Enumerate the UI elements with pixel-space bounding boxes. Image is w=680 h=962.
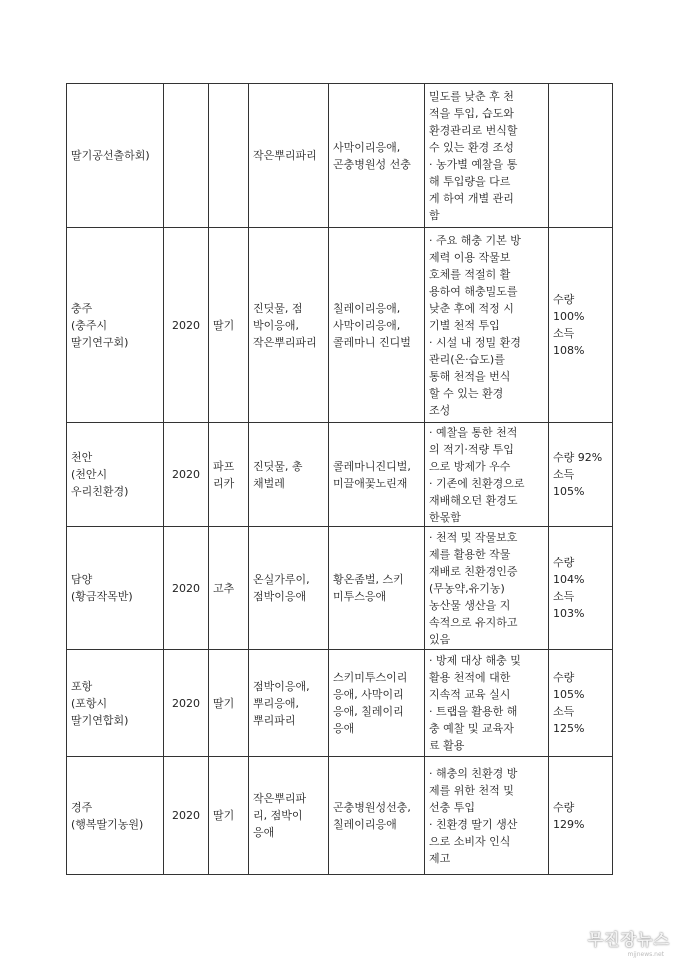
region-line: (행복딸기농원) bbox=[71, 817, 144, 831]
year-text: 2020 bbox=[172, 581, 200, 595]
table-row bbox=[67, 527, 613, 650]
method-line: 함 bbox=[429, 208, 440, 222]
method-line: 조성 bbox=[429, 403, 451, 417]
enemy-line: 칠레이리응애 bbox=[333, 817, 397, 831]
method-line: 충 예찰 및 교육자 bbox=[429, 722, 514, 735]
method-line: 호체를 적절히 활 bbox=[429, 267, 511, 281]
watermark-logo: 무진장뉴스 bbox=[587, 930, 670, 949]
region-line: (충주시 bbox=[71, 318, 108, 332]
cases-table bbox=[66, 83, 613, 875]
method-line: · 해충의 친환경 방 bbox=[429, 766, 518, 780]
pest-line: 채벌레 bbox=[253, 476, 285, 490]
region-cell bbox=[67, 84, 164, 228]
method-line: · 농가별 예찰을 통 bbox=[429, 157, 518, 171]
enemy-cell bbox=[329, 650, 425, 757]
method-line: 으로 소비자 인식 bbox=[429, 834, 511, 848]
pest-line: 작은뿌리파리 bbox=[253, 335, 317, 349]
year-cell bbox=[164, 650, 209, 757]
method-line: 속적으로 유지하고 bbox=[429, 615, 518, 629]
year-cell bbox=[164, 423, 209, 527]
result-line: 수량 92% bbox=[553, 451, 603, 464]
method-line: · 주요 해충 기본 방 bbox=[429, 233, 521, 247]
pest-line: 뿌리응애, bbox=[253, 696, 300, 710]
result-line: 수량 129% bbox=[553, 800, 585, 831]
enemy-line: 황온좀벌, 스키 bbox=[333, 573, 404, 586]
method-line: 제력 이용 작물보 bbox=[429, 250, 511, 264]
method-line: 적을 투입, 습도와 bbox=[429, 106, 514, 120]
enemy-line: 미투스응애 bbox=[333, 590, 387, 603]
method-line: 밀도를 낮춘 후 천 bbox=[429, 89, 514, 103]
year-text: 2020 bbox=[172, 809, 200, 822]
table-row bbox=[67, 84, 613, 228]
pest-cell bbox=[249, 757, 329, 875]
method-line: 지속적 교육 실시 bbox=[429, 688, 511, 701]
enemy-cell bbox=[329, 757, 425, 875]
crop-cell bbox=[209, 650, 249, 757]
method-line: 해 투입량을 다르 bbox=[429, 174, 511, 188]
method-cell bbox=[425, 84, 549, 228]
method-line: 있음 bbox=[429, 632, 451, 646]
method-line: 선충 투입 bbox=[429, 800, 476, 814]
region-line: 담양 bbox=[71, 573, 93, 586]
pest-line: 박이응애, bbox=[253, 318, 300, 332]
method-cell bbox=[425, 757, 549, 875]
crop-text: 딸기 bbox=[213, 318, 235, 332]
crop-cell bbox=[209, 228, 249, 423]
year-cell bbox=[164, 527, 209, 650]
watermark-url: mjjnews.net bbox=[627, 951, 664, 958]
enemy-line: 응애 bbox=[333, 722, 355, 735]
pest-line: 응애 bbox=[253, 826, 275, 839]
table-body bbox=[67, 84, 613, 875]
pest-line: 작은뿌리파 bbox=[253, 792, 307, 805]
result-cell bbox=[549, 228, 613, 423]
region-cell bbox=[67, 650, 164, 757]
method-line: 관리(온·습도)를 bbox=[429, 352, 505, 366]
method-line: 용하여 해충밀도를 bbox=[429, 284, 518, 298]
region-cell bbox=[67, 757, 164, 875]
method-line: 할 수 있는 환경 bbox=[429, 386, 504, 400]
pest-cell bbox=[249, 423, 329, 527]
result-line: 소득 103% bbox=[553, 590, 585, 620]
table-row bbox=[67, 228, 613, 423]
method-line: · 시설 내 정밀 환경 bbox=[429, 335, 521, 349]
table-row bbox=[67, 650, 613, 757]
enemy-line: 칠레이리응애, bbox=[333, 301, 401, 315]
method-line: · 친환경 딸기 생산 bbox=[429, 817, 518, 831]
region-line: (천안시 bbox=[71, 468, 108, 481]
method-line: 낮춘 후에 적정 시 bbox=[429, 301, 514, 315]
pest-line: 리, 점박이 bbox=[253, 809, 303, 822]
enemy-line: 스키미투스이리 bbox=[333, 671, 408, 684]
method-line: 게 하여 개별 관리 bbox=[429, 191, 514, 205]
enemy-cell bbox=[329, 228, 425, 423]
region-line: (황금작목반) bbox=[71, 590, 133, 603]
method-line: 으로 방제가 우수 bbox=[429, 459, 511, 473]
region-line: 딸기연구회) bbox=[71, 335, 129, 349]
crop-cell bbox=[209, 84, 249, 228]
year-text: 2020 bbox=[172, 696, 200, 710]
result-line: 소득 105% bbox=[553, 468, 585, 498]
region-line: 충주 bbox=[71, 301, 93, 315]
region-line: 딸기연합회) bbox=[71, 713, 129, 727]
region-cell bbox=[67, 228, 164, 423]
pest-cell bbox=[249, 650, 329, 757]
method-line: 수 있는 환경 조성 bbox=[429, 140, 514, 154]
region-line: 딸기공선출하회) bbox=[71, 149, 150, 162]
pest-line: 뿌리파리 bbox=[253, 713, 296, 727]
table-row bbox=[67, 757, 613, 875]
method-line: · 예찰을 통한 천적 bbox=[429, 425, 518, 439]
method-line: · 천적 및 작물보호 bbox=[429, 530, 518, 544]
pest-line: 점박이응애, bbox=[253, 679, 310, 693]
enemy-cell bbox=[329, 423, 425, 527]
year-text: 2020 bbox=[172, 468, 200, 481]
result-line: 수량 104% bbox=[553, 556, 585, 586]
year-cell bbox=[164, 228, 209, 423]
method-line: 제를 위한 천적 및 bbox=[429, 783, 514, 797]
enemy-line: 사막이리응애, bbox=[333, 140, 401, 154]
enemy-cell bbox=[329, 527, 425, 650]
crop-cell bbox=[209, 757, 249, 875]
enemy-line: 곤충병원성 선충 bbox=[333, 157, 411, 171]
region-cell bbox=[67, 423, 164, 527]
region-line: 천안 bbox=[71, 451, 93, 464]
table-row bbox=[67, 423, 613, 527]
method-line: (무농약,유기농) bbox=[429, 581, 505, 595]
result-cell bbox=[549, 423, 613, 527]
pest-cell bbox=[249, 228, 329, 423]
crop-text: 딸기 bbox=[213, 696, 235, 710]
method-line: · 트랩을 활용한 해 bbox=[429, 705, 518, 718]
pest-line: 진딧물, 점 bbox=[253, 301, 303, 315]
result-line: 수량 105% bbox=[553, 671, 585, 701]
crop-cell bbox=[209, 423, 249, 527]
pest-line: 점박이응애 bbox=[253, 590, 307, 603]
method-line: 재배해오던 환경도 bbox=[429, 493, 518, 507]
result-line: 소득 108% bbox=[553, 327, 585, 357]
result-line: 소득 125% bbox=[553, 705, 585, 735]
region-cell bbox=[67, 527, 164, 650]
method-line: 제를 활용한 작물 bbox=[429, 547, 511, 561]
method-cell bbox=[425, 527, 549, 650]
enemy-line: 응애, 칠레이리 bbox=[333, 705, 404, 718]
method-line: 농산물 생산을 지 bbox=[429, 598, 511, 612]
crop-cell bbox=[209, 527, 249, 650]
method-cell bbox=[425, 423, 549, 527]
region-line: 우리친환경) bbox=[71, 485, 129, 498]
result-line: 수량 100% bbox=[553, 293, 585, 323]
crop-text: 고추 bbox=[213, 581, 235, 595]
enemy-line: 콜레마니 진디벌 bbox=[333, 335, 411, 349]
year-cell bbox=[164, 757, 209, 875]
method-line: 제고 bbox=[429, 851, 451, 865]
enemy-line: 응애, 사막이리 bbox=[333, 688, 404, 701]
pest-line: 작은뿌리파리 bbox=[253, 149, 317, 162]
method-line: 료 활용 bbox=[429, 739, 465, 752]
method-line: · 방제 대상 해충 및 bbox=[429, 654, 521, 667]
crop-text: 딸기 bbox=[213, 809, 235, 822]
enemy-line: 사막이리응애, bbox=[333, 318, 401, 332]
pest-cell bbox=[249, 84, 329, 228]
method-cell bbox=[425, 650, 549, 757]
result-cell bbox=[549, 84, 613, 228]
method-line: 의 적기·적량 투입 bbox=[429, 442, 514, 456]
region-line: 경주 bbox=[71, 800, 93, 814]
result-cell bbox=[549, 650, 613, 757]
year-cell bbox=[164, 84, 209, 228]
method-line: 환경관리로 번식할 bbox=[429, 123, 518, 137]
enemy-line: 미끌애꽃노린재 bbox=[333, 476, 408, 490]
enemy-cell bbox=[329, 84, 425, 228]
method-line: 통해 천적을 번식 bbox=[429, 369, 511, 383]
pest-line: 온실가루이, bbox=[253, 573, 310, 586]
region-line: 포항 bbox=[71, 679, 93, 693]
region-line: (포항시 bbox=[71, 696, 108, 710]
enemy-line: 콜레마니진디벌, bbox=[333, 459, 411, 473]
result-cell bbox=[549, 757, 613, 875]
crop-text: 파프리카 bbox=[213, 459, 235, 490]
pest-line: 진딧물, 총 bbox=[253, 459, 303, 473]
enemy-line: 곤충병원성선충, bbox=[333, 800, 411, 814]
pest-cell bbox=[249, 527, 329, 650]
method-line: 활용 천적에 대한 bbox=[429, 671, 511, 684]
method-line: 한몫함 bbox=[429, 510, 461, 524]
method-line: 기별 천적 투입 bbox=[429, 318, 500, 332]
method-line: 재배로 친환경인증 bbox=[429, 564, 518, 578]
method-line: · 기존에 친환경으로 bbox=[429, 476, 525, 490]
result-cell bbox=[549, 527, 613, 650]
method-cell bbox=[425, 228, 549, 423]
year-text: 2020 bbox=[172, 318, 200, 332]
